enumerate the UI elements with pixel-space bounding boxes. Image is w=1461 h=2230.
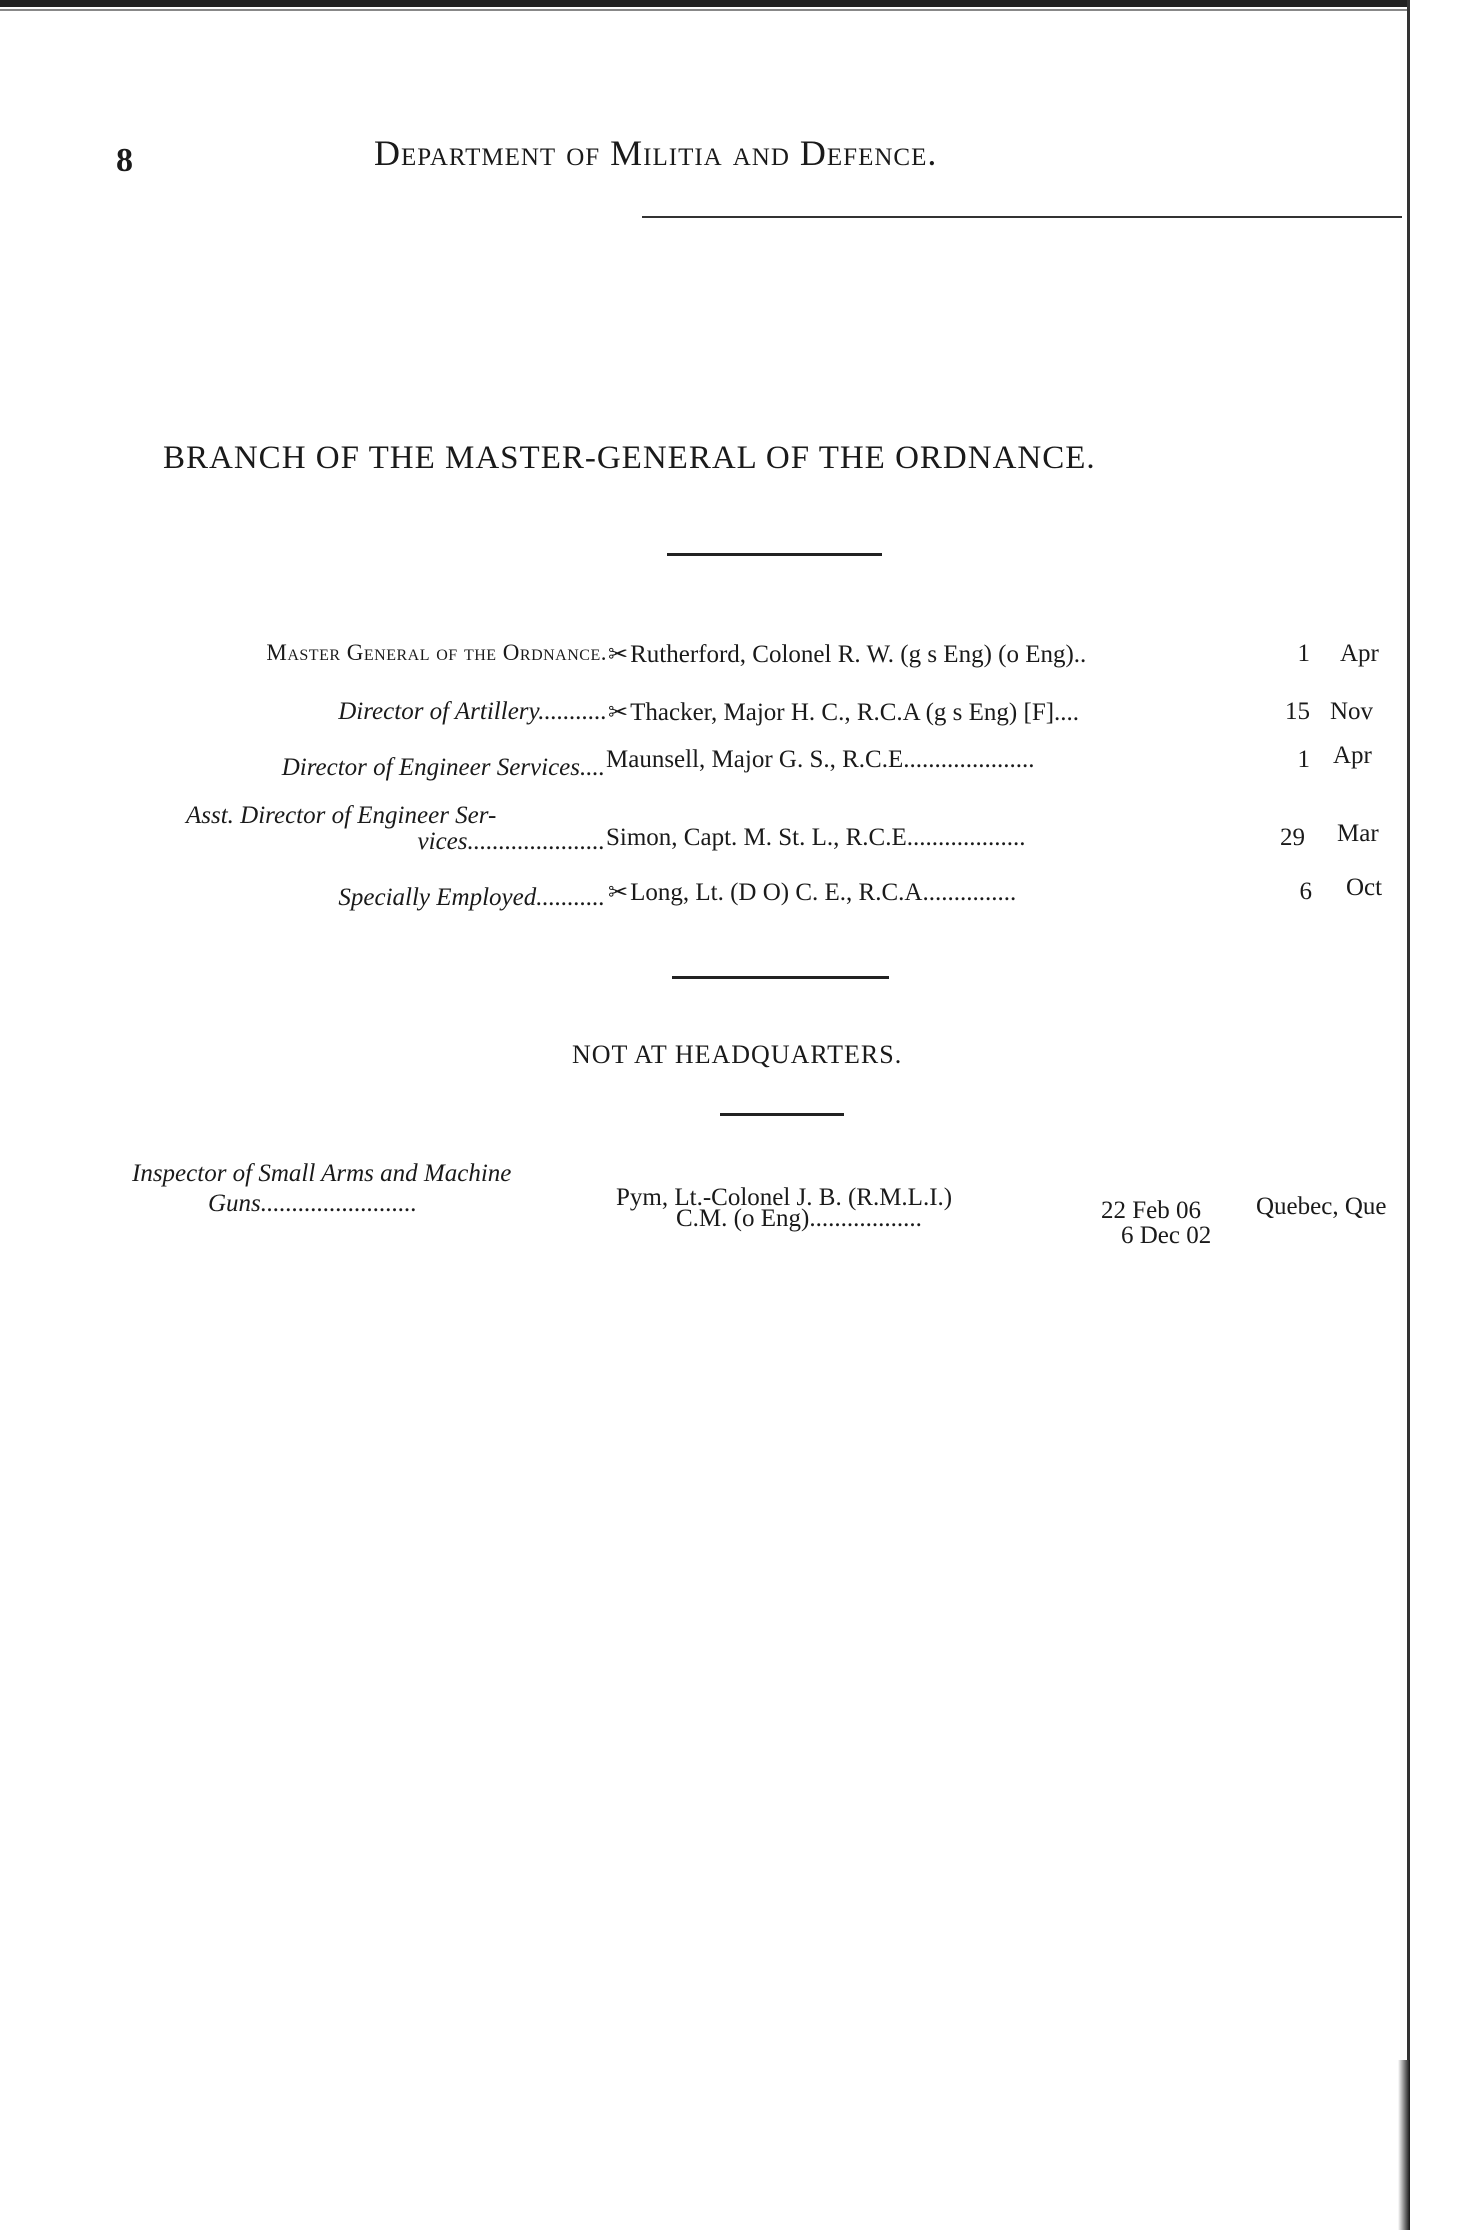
date-month: Oct xyxy=(1346,874,1383,901)
scissors-icon: ✂ xyxy=(608,880,629,906)
page-top-edge-line xyxy=(0,9,1410,11)
table-row xyxy=(0,698,1410,734)
page-corner-shadow xyxy=(1398,2060,1410,2230)
page-top-edge xyxy=(0,0,1410,7)
appointee-name xyxy=(608,878,1016,907)
divider-rule xyxy=(720,1113,844,1116)
table-row xyxy=(0,640,1410,676)
office-label: Master General of the Ordnance. xyxy=(266,640,607,665)
office-label: Specially Employed........... xyxy=(338,884,605,911)
appointee-name xyxy=(608,640,1086,669)
office-label: Director of Engineer Services.... xyxy=(281,754,605,781)
appointee-name xyxy=(608,698,1079,727)
date-day: 6 xyxy=(1299,878,1312,905)
page-margin xyxy=(1410,0,1461,2230)
appointee-name-line-1: Pym, Lt.-Colonel J. B. (R.M.L.I.) xyxy=(616,1184,953,1211)
branch-title: BRANCH OF THE MASTER-GENERAL OF THE ORDNANCE. xyxy=(163,440,1096,476)
appointee-name-line-2: C.M. (o Eng).................. xyxy=(676,1205,922,1232)
table-row xyxy=(0,802,1410,862)
office-label: Director of Artillery........... xyxy=(338,698,607,725)
office-label-line-1: Asst. Director of Engineer Ser- xyxy=(186,802,497,829)
appointee-name-text: Thacker, Major H. C., R.C.A (g s Eng) [F].... xyxy=(630,699,1080,726)
appointee-name: Maunsell, Major G. S., R.C.E..................... xyxy=(606,746,1035,773)
date-month: Nov xyxy=(1330,698,1374,725)
secondary-date: 6 Dec 02 xyxy=(1121,1222,1212,1249)
divider-rule xyxy=(667,553,882,556)
running-head: Department of Militia and Defence. xyxy=(374,133,938,173)
scissors-icon: ✂ xyxy=(608,700,629,726)
table-row xyxy=(0,874,1410,914)
date-month: Apr xyxy=(1340,640,1379,667)
date-day: 1 xyxy=(1297,746,1310,773)
appointee-name-text: Long, Lt. (D O) C. E., R.C.A............... xyxy=(630,879,1017,906)
page-number: 8 xyxy=(116,142,133,179)
scissors-icon: ✂ xyxy=(608,642,629,668)
station-location: Quebec, Que xyxy=(1256,1193,1387,1220)
date-day: 1 xyxy=(1297,640,1310,667)
date-month: Mar xyxy=(1337,820,1379,847)
appointee-name: Simon, Capt. M. St. L., R.C.E................... xyxy=(606,824,1026,851)
date-day: 29 xyxy=(1280,824,1305,851)
section-title: NOT AT HEADQUARTERS. xyxy=(572,1040,903,1069)
date-month: Apr xyxy=(1333,742,1372,769)
date-day: 15 xyxy=(1285,698,1310,725)
table-row xyxy=(0,742,1410,782)
office-label-line-2: vices...................... xyxy=(417,828,605,855)
appointee-name-text: Rutherford, Colonel R. W. (g s Eng) (o Eng).. xyxy=(630,641,1087,668)
office-label-line-1: Inspector of Small Arms and Machine xyxy=(132,1160,512,1187)
header-rule xyxy=(642,216,1402,218)
office-label-line-2: Guns......................... xyxy=(208,1190,418,1217)
appointment-date: 22 Feb 06 xyxy=(1101,1197,1201,1224)
divider-rule xyxy=(672,976,889,979)
